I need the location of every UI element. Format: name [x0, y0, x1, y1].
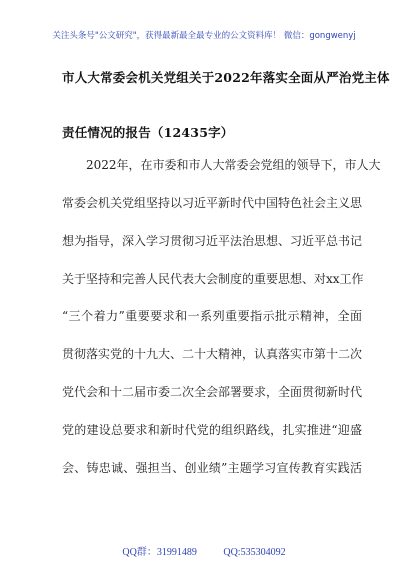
paragraph-line: 想为指导，深入学习贯彻习近平法治思想、习近平总书记	[62, 234, 363, 248]
document-title-line-1: 市人大常委会机关党组关于2022年落实全面从严治党主体	[62, 70, 390, 85]
paragraph-line: 2022年，在市委和市人大常委会党组的领导下，市人大	[86, 158, 381, 172]
footer-qq-group: QQ群：31991489	[122, 547, 197, 558]
paragraph-line: 关于坚持和完善人民代表大会制度的重要思想、对xx工作	[62, 272, 364, 286]
page-footer	[0, 543, 408, 558]
paragraph-line: 贯彻落实党的十九大、二十大精神，认真落实市第十二次	[62, 347, 363, 361]
footer-qq-contact: QQ:535304092	[223, 547, 286, 558]
paragraph-line: 会、铸忠诚、强担当、创业绩”主题学习宣传教育实践活	[62, 461, 362, 475]
paragraph-line: 常委会机关党组坚持以习近平新时代中国特色社会主义思	[62, 196, 363, 210]
paragraph-line: 党的建设总要求和新时代党的组织路线，扎实推进“迎盛	[62, 423, 362, 437]
document-title-line-2: 责任情况的报告（12435字）	[62, 125, 234, 140]
paragraph-line: “三个着力”重要要求和一系列重要指示批示精神，全面	[62, 309, 362, 323]
paragraph-line: 党代会和十二届市委二次全会部署要求，全面贯彻新时代	[62, 385, 363, 399]
page-header-promo: 关注头条号"公文研究"，获得最新最全最专业的公文资料库！ 微信：gongwenyj	[52, 31, 356, 41]
